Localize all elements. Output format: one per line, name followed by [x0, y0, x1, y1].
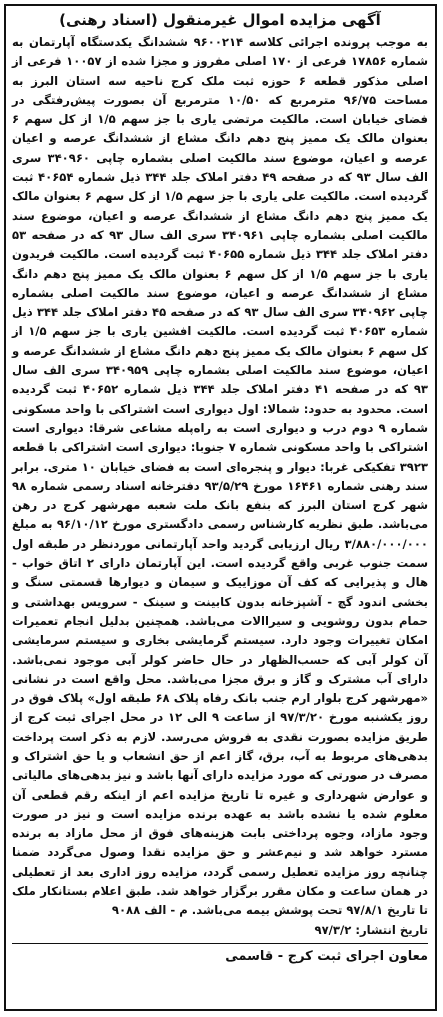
auction-notice	[4, 4, 437, 1011]
publication-date: تاریخ انتشار: ۹۷/۳/۲	[314, 922, 428, 937]
notice-body: به موجب پرونده اجرائی کلاسه ۹۶۰۰۲۱۴ ششدانگ یکدستگاه آپارتمان به شماره ۱۷۸۵۶ فرعی از ۱۷۰ اصلی مفروز و مجزا شده از ۱۰۰۵۷ فرعی از اصلی مذکور قطعه ۶ حوزه ثبت ملک کرج ناحیه سه استان البرز به مساحت ۹۶/۷۵ مترمربع که ۱۰/۵۰ مترمربع آن بصورت پیش‌رفتگی در فضای خیابان است. مالکیت مرتضی یاری با جز سهم ۱/۵ از کل سهم ۶ بعنوان مالک یک ممیز پنج دهم دانگ مشاع از ششدانگ عرصه و اعیان عرصه و اعیان، موضوع سند مالکیت اصلی بشماره چاپی ۳۴۰۹۶۰ سری الف سال ۹۳ که در صفحه ۴۹ دفتر املاک جلد ۳۴۴ ذیل شماره ۴۰۶۵۴ ثبت گردیده است. مالکیت علی یاری با جز سهم ۱/۵ از کل سهم ۶ بعنوان مالک یک ممیز پنج دهم دانگ مشاع از ششدانگ عرصه و اعیان، موضوع سند مالکیت اصلی بشماره چاپی ۳۴۰۹۶۱ سری الف سال ۹۳ که در صفحه ۵۳ دفتر املاک جلد ۳۴۴ ذیل شماره ۴۰۶۵۵ ثبت گردیده است. مالکیت فریدون یاری با جز سهم ۱/۵ از کل سهم ۶ بعنوان مالک یک ممیز پنج دهم دانگ مشاع از ششدانگ عرصه و اعیان، موضوع سند مالکیت اصلی بشماره چاپی ۳۴۰۹۶۲ سری الف سال ۹۳ که در صفحه ۴۵ دفتر املاک جلد ۳۴۴ ذیل شماره ۴۰۶۵۳ ثبت گردیده است. مالکیت افشین یاری با جز سهم ۱/۵ از کل سهم ۶ بعنوان مالک یک ممیز پنج دهم دانگ مشاع از ششدانگ عرصه و اعیان، موضوع سند مالکیت اصلی بشماره چاپی ۳۴۰۹۵۹ سری الف سال ۹۳ که در صفحه ۴۱ دفتر املاک جلد ۳۴۴ ذیل شماره ۴۰۶۵۲ ثبت گردیده است. محدود به حدود: شمالا: اول دیواری است اشتراکی با واحد مسکونی شماره ۹ دوم درب و دیواری است به راه‌پله مشاعی شرقا: دیواری است اشتراکی با واحد مسکونی شماره ۷ جنوبا: دیواری است اشتراکی با قطعه ۳۹۲۳ تفکیکی غربا: دیوار و پنجره‌ای است به فضای خیابان ۱۰ متری. برابر سند رهنی شماره ۱۶۴۶۱ مورخ ۹۳/۵/۲۹ دفترخانه اسناد رسمی شماره ۹۸ شهر کرج استان البرز که بنفع بانک ملت شعبه مهرشهر کرج در رهن می‌باشد. طبق نظریه کارشناس رسمی دادگستری مورخ ۹۶/۱۰/۱۲ به مبلغ ۳/۸۸۰/۰۰۰/۰۰۰ ریال ارزیابی گردید واحد آپارتمانی موردنظر در طبقه اول سمت جنوب غربی واقع گردیده است. این آپارتمان دارای ۲ اتاق خواب - هال و پذیرایی که کف آن موزاییک و سیمان و دیوارها قسمتی سنگ و بخشی اندود گچ - آشپزخانه بدون کابینت و سینک - سرویس بهداشتی و حمام بدون روشویی و سیراالات می‌باشد. همچنین بدلیل انجام تعمیرات امکان تغییرات وجود دارد. سیستم گرمایشی بخاری و سیستم سرمایشی آن کولر آبی که حسب‌الظهار در حال حاضر کولر آبی موجود نمی‌باشد. دارای آب مشترک و گاز و برق مجزا می‌باشد. محل واقع است در نشانی «مهرشهر کرج بلوار ارم جنب بانک رفاه پلاک ۶۸ طبقه اول» پلاک فوق در روز یکشنبه مورخ ۹۷/۳/۲۰ از ساعت ۹ الی ۱۲ در محل اجرای ثبت کرج از طریق مزایده بصورت نقدی به فروش می‌رسد. لازم به ذکر است پرداخت بدهی‌های مربوط به آب، برق، گاز اعم از حق انشعاب و یا حق اشتراک و مصرف در صورتی که مورد مزایده دارای آنها باشد و نیز بدهی‌های مالیاتی و عوارض شهرداری و غیره تا تاریخ مزایده اعم از اینکه رقم قطعی آن معلوم شده یا نشده باشد به عهده برنده مزایده است و نیز در صورت وجود مازاد، وجوه پرداختی بابت هزینه‌های فوق از محل مازاد به برنده مسترد خواهد شد و نیم‌عشر و حق مزایده نقدا وصول می‌گردد ضمنا چنانچه روز مزایده تعطیل رسمی گردد، مزایده روز اداری بعد از تعطیلی در همان ساعت و مکان مقرر برگزار خواهد شد. طبق اعلام بستانکار ملک تا تاریخ ۹۷/۸/۱ تحت پوشش بیمه می‌باشد. م - الف ۹۰۸۸	[12, 35, 429, 918]
notice-title: آگهی مزایده اموال غیرمنقول (اسناد رهنی)	[59, 11, 381, 29]
signature: معاون اجرای ثبت کرج - قاسمی	[225, 948, 428, 964]
